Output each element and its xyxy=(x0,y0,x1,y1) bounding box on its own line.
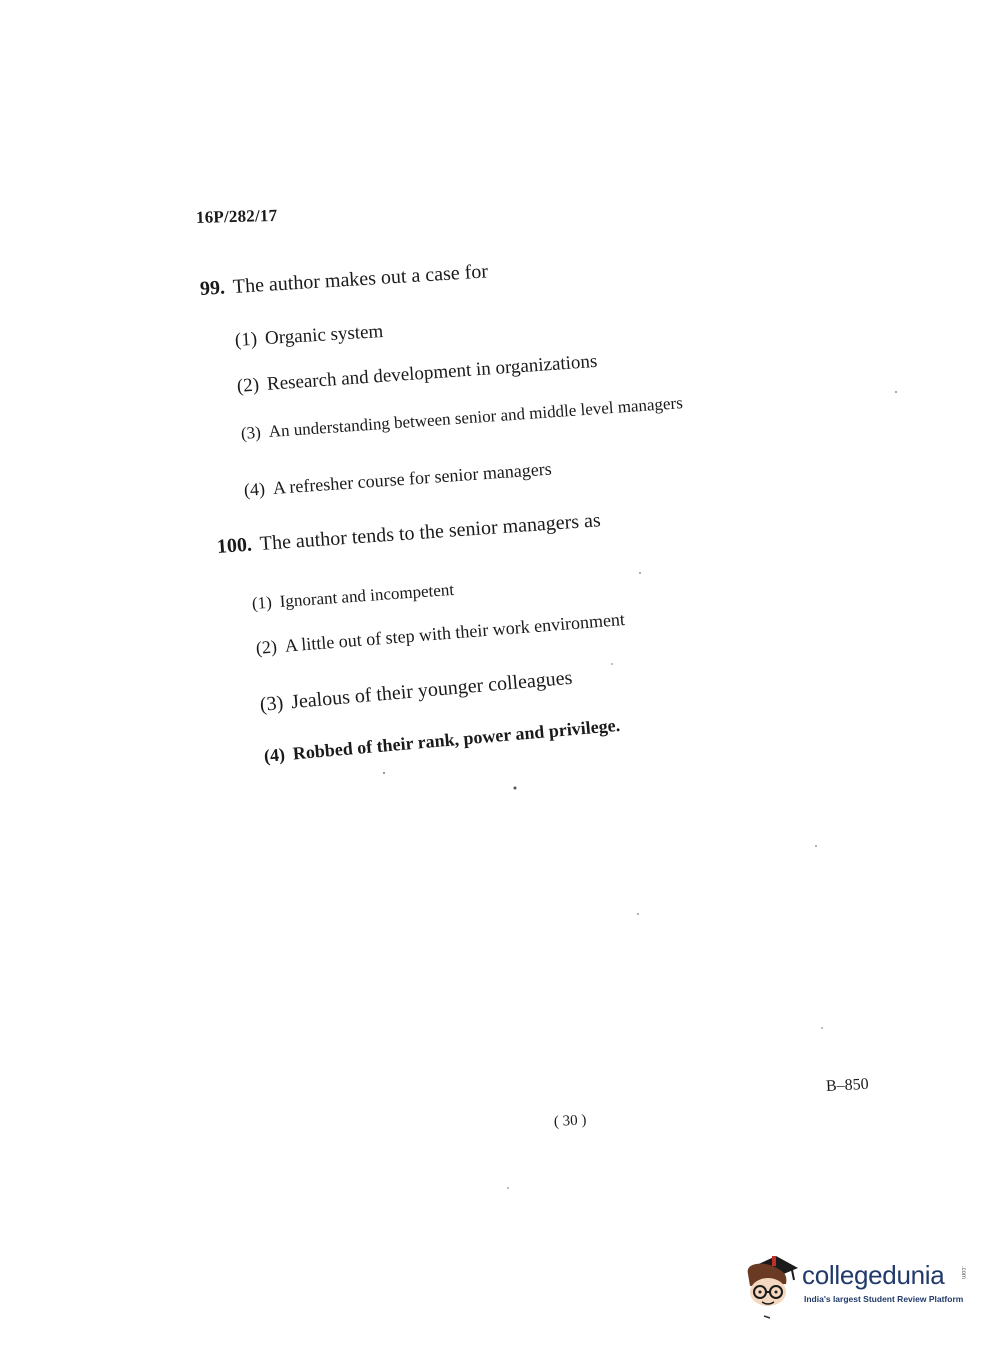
paper-code: 16P/282/17 xyxy=(195,205,278,227)
option-text: Robbed of their rank, power and privilege. xyxy=(291,714,621,764)
collegedunia-logo xyxy=(742,1252,972,1316)
question-number: 100. xyxy=(216,533,253,558)
option-number: (4) xyxy=(263,744,286,766)
logo-tld: .com xyxy=(960,1266,966,1280)
mascot-icon xyxy=(742,1252,798,1310)
logo-tagline: India's largest Student Review Platform xyxy=(804,1294,964,1304)
option-text: An understanding between senior and middle level managers xyxy=(268,393,684,442)
option-number: (3) xyxy=(258,692,285,716)
booklet-code: B–850 xyxy=(825,1075,870,1095)
option-number: (2) xyxy=(255,636,278,658)
option-text: Ignorant and incompetent xyxy=(279,579,455,612)
question-text: The author makes out a case for xyxy=(232,260,489,298)
option-number: (1) xyxy=(234,328,258,351)
option-text: A little out of step with their work environment xyxy=(284,609,626,656)
option-number: (1) xyxy=(251,592,273,613)
question-text: The author tends to the senior managers as xyxy=(259,509,602,555)
option-text: A refresher course for senior managers xyxy=(272,458,553,498)
question-number: 99. xyxy=(199,276,226,300)
option-number: (4) xyxy=(243,478,266,500)
option-number: (3) xyxy=(240,422,262,443)
page-number: ( 30 ) xyxy=(553,1112,587,1130)
option-text: Organic system xyxy=(264,320,384,350)
option-number: (2) xyxy=(236,374,260,397)
option-text: Research and development in organizations xyxy=(266,350,598,395)
option-text: Jealous of their younger colleagues xyxy=(290,666,574,714)
logo-brand-name: collegedunia xyxy=(802,1260,945,1290)
